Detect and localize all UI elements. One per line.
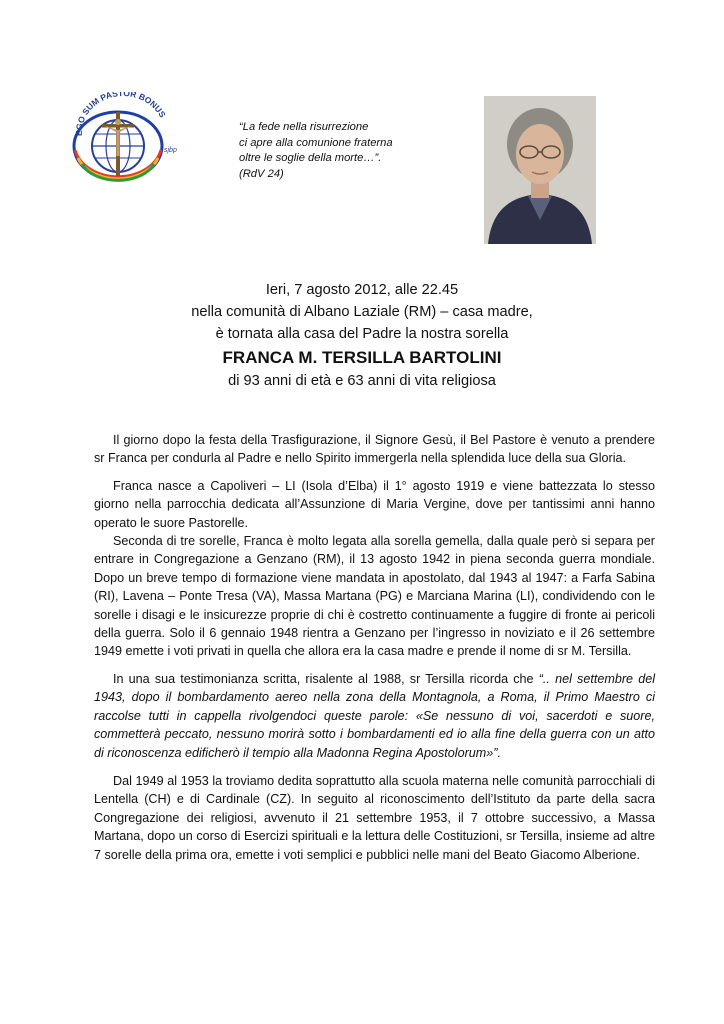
- quote-line: ci apre alla comunione fraterna: [239, 136, 393, 149]
- testimony-quote: “.. nel settembre del 1943, dopo il bombardamento aereo nella zona della Montagnola, a Roma, il Primo Maestro ci raccolse tutti in cappella rivolgendoci queste parole: «Se nessuno di voi, sacerdoti e suore, commetterà peccato, nessuno morirà sotto i bombardamenti ed io alla fine della guerra con un atto di riconoscenza edificherò il tempio alla Madonna Regina Apostolorum»”.: [94, 671, 655, 760]
- announcement-line: nella comunità di Albano Laziale (RM) – casa madre,: [191, 304, 533, 320]
- paragraph-testimony: [94, 670, 655, 762]
- portrait-photo-icon: [484, 96, 596, 244]
- portrait-photo: [484, 96, 596, 244]
- paragraph: Franca nasce a Capoliveri – LI (Isola d’Elba) il 1° agosto 1919 e viene battezzata lo stesso giorno nella parrocchia dedicata all’Assunzione di Maria Vergine, dove per tantissimi anni hanno operato le suore Pastorelle.: [94, 478, 655, 530]
- quote-reference: (RdV 24): [239, 167, 284, 180]
- paragraph: Dal 1949 al 1953 la troviamo dedita soprattutto alla scuola materna nelle comunità parrocchiali di Lentella (CH) e di Cardinale (CZ). In seguito al riconoscimento dell’Istituto da parte della sacra Congregazione dei religiosi, avvenuto il 21 settembre 1953, il 7 ottobre successivo, a Massa Martana, dopo un corso di Esercizi spirituali e la lettura delle Costituzioni, sr Tersilla, insieme ad altre 7 sorelle della prima ora, emette i voti semplici e pubblici nelle mani del Beato Giacomo Alberione.: [94, 773, 655, 862]
- announcement-line: Ieri, 7 agosto 2012, alle 22.45: [265, 282, 459, 298]
- announcement-heading: [0, 279, 724, 392]
- paragraph: Il giorno dopo la festa della Trasfigurazione, il Signore Gesù, il Bel Pastore è venuto a prendere sr Franca per condurla al Padre e nello Spirito immergerla nella splendida luce della sua Gloria.: [94, 433, 655, 466]
- paragraph: Seconda di tre sorelle, Franca è molto legata alla sorella gemella, dalla quale però si separa per entrare in Congregazione a Genzano (RM), il 13 agosto 1942 in piena seconda guerra mondiale. Dopo un breve tempo di formazione viene mandata in apostolato, dal 1943 al 1947: a Farfa Sabina (RI), Lavena – Ponte Tresa (VA), Massa Martana (PG) e Marciana Marina (LI), condividendo con le sorelle i disagi e le insicurezze proprie di chi è costretto continuamente a fuggire di fronte ai pericoli della guerra. Solo il 6 gennaio 1948 rientra a Genzano per l’ingresso in noviziato e il 26 settembre 1949 emette i voti privati in quella che allora era la casa madre e prende il nome di sr M. Tersilla.: [94, 534, 655, 659]
- obituary-body: [94, 431, 655, 864]
- deceased-subtitle: di 93 anni di età e 63 anni di vita religiosa: [228, 373, 496, 389]
- quote-line: oltre le soglie della morte…”.: [239, 152, 382, 165]
- svg-text:EGO SUM PASTOR BONUS: EGO SUM PASTOR BONUS: [73, 92, 168, 137]
- svg-text:sjbp: sjbp: [164, 147, 177, 154]
- congregation-logo: [68, 92, 178, 184]
- crucifix-globe-logo-icon: [68, 92, 178, 184]
- scripture-quote: [239, 120, 469, 182]
- deceased-name: FRANCA M. TERSILLA BARTOLINI: [222, 348, 502, 367]
- announcement-line: è tornata alla casa del Padre la nostra sorella: [215, 326, 509, 342]
- quote-line: “La fede nella risurrezione: [239, 121, 369, 133]
- testimony-intro: In una sua testimonianza scritta, risalente al 1988, sr Tersilla ricorda che: [113, 671, 539, 686]
